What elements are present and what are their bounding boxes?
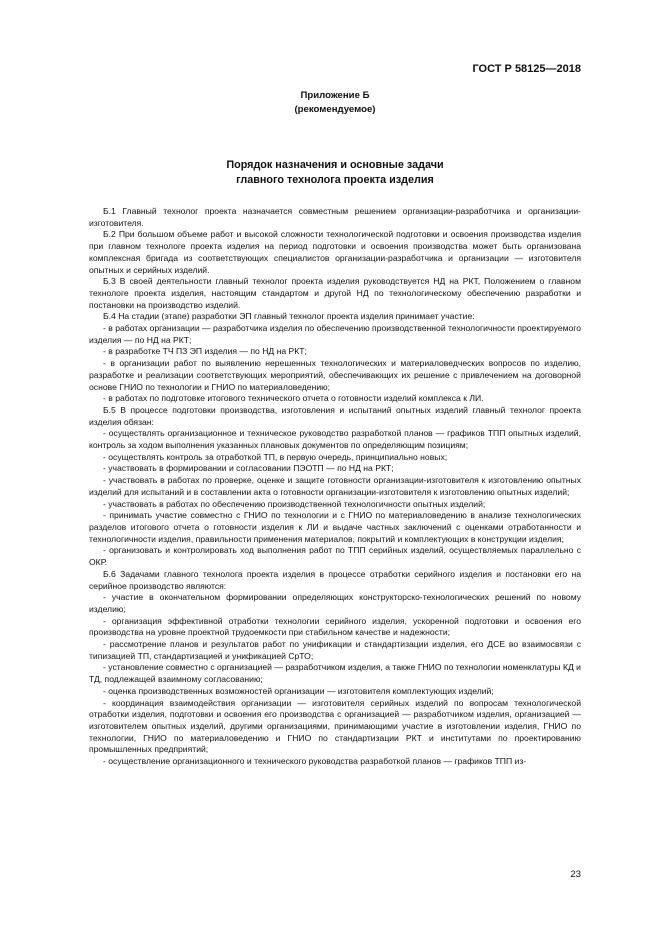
paragraph: Б.2 При большом объеме работ и высокой сложности технологической подготовки и освоения производства изделия при главном технологе проекта изделия на период подготовки и освоения производства может быть организована комплексная бригада из соответствующих специалистов организации-разработчика и организации — изготовителя опытных и серийных изделий. — [89, 229, 581, 275]
list-item: - участвовать в формировании и согласовании ПЭОТП — по НД на РКТ; — [103, 463, 394, 474]
section-title — [89, 158, 581, 188]
list-item: - организация эффективной отработки технологии серийного изделия, ускоренной подготовки и освоения его производства на уровне проектной трудоемкости при стабильном качестве и надежности; — [89, 615, 581, 638]
annex-heading — [89, 89, 581, 117]
paragraph: Б.1 Главный технолог проекта назначается совместным решением организации-разработчика и организации-изготовителя. — [89, 206, 581, 228]
list-item: - в разработке ТЧ ПЗ ЭП изделия — по НД на РКТ; — [103, 346, 307, 357]
list-item: - в работах организации — разработчика изделия по обеспечению производственной технологичности проектируемого изделия — по НД на РКТ; — [89, 323, 581, 345]
list-item: - установление совместно с организацией — разработчиком изделия, а также ГНИО по технологии номенклатуры КД и ТД, подлежащей взаимному согласованию; — [89, 662, 581, 685]
list-item: - осуществление организационного и технического руководства разработкой планов — графиков ТПП из- — [103, 756, 527, 767]
document-header: ГОСТ Р 58125—2018 — [472, 63, 581, 75]
list-item: - оценка производственных возможностей организации — изготовителя комплектующих изделий; — [103, 685, 494, 696]
section-title-line-1: Порядок назначения и основные задачи — [226, 159, 444, 171]
list-item: - координация взаимодействия организации — изготовителя серийных изделий по вопросам технологической отработки изделия, подготовки и освоения его производства с организацией — разработчиком изделия, организацией — изготовителем опытных изделий, другими организациями, принимающими участие в изготовлении изделия, ГНИО по технологии, ГНИО по материаловедению и ГНИО по стандартизации РКТ и институтами по проектированию промышленных предприятий; — [89, 697, 581, 755]
list-item: - организовать и контролировать ход выполнения работ по ТПП серийных изделий, осуществляемых параллельно с ОКР. — [89, 545, 581, 568]
section-title-line-2: главного технолога проекта изделия — [236, 174, 434, 186]
paragraph: Б.6 Задачами главного технолога проекта изделия в процессе отработки серийного изделия и постановки его на серийное производство являются: — [89, 568, 581, 591]
list-item: - участвовать в работах по проверке, оценке и защите готовности организации-изготовителя к изготовлению опытных изделий для испытаний и в составлении акта о готовности организации-изготовителя к изготовлению опытных изделий; — [89, 475, 581, 497]
list-item: - участвовать в работах по обеспечению производственной технологичности опытных изделий; — [103, 498, 486, 509]
list-item: - рассмотрение планов и результатов работ по унификации и стандартизации изделия, его ДСЕ во взаимосвязи с типизацией ТП, стандартизацией и унификацией СрТО; — [89, 639, 581, 661]
body-text — [89, 206, 581, 768]
list-item: - осуществлять контроль за отработкой ТП, в первую очередь, принципиально новых; — [103, 451, 448, 462]
list-item: - участие в окончательном формировании определяющих конструкторско-технологических решений по новому изделию; — [89, 592, 581, 614]
list-item: - в работах по подготовке итогового технического отчета о готовности изделий комплекса к ЛИ. — [103, 393, 484, 404]
list-item: - в организации работ по выявлению нерешенных технологических и материаловедческих вопросов по изделию, разработке и реализации соответствующих мероприятий, обеспечивающих их решение с привлечением на договорной основе ГНИО по технологии и ГНИО по материаловедению; — [89, 358, 581, 392]
list-item: - принимать участие совместно с ГНИО по технологии и с ГНИО по материаловедению в анализе технологических разделов итогового отчета о готовности изделия к ЛИ и выдаче частных заключений с оценками отработанности и технологичности изделия, правильности применения материалов, покрытий и комплектующих в конструкции изделия; — [89, 510, 581, 544]
list-item: - осуществлять организационное и техническое руководство разработкой планов — графиков ТПП опытных изделий, контроль за ходом выполнения указанных плановых документов по определяющим позициям; — [89, 428, 581, 451]
page-number: 23 — [570, 869, 581, 880]
paragraph: Б.4 На стадии (этапе) разработки ЭП главный технолог проекта изделия принимает участие: — [103, 311, 475, 322]
paragraph: Б.5 В процессе подготовки производства, изготовления и испытаний опытных изделий главный технолог проекта изделия обязан: — [89, 404, 581, 427]
paragraph: Б.3 В своей деятельности главный технолог проекта изделия руководствуется НД на РКТ, Положением о главном технологе проекта изделия, настоящим стандартом и другой НД по технологическому обеспечению разработки и постановки на производство изделий. — [89, 276, 581, 310]
annex-title: Приложение Б — [300, 90, 370, 101]
annex-subtitle: (рекомендуемое) — [294, 104, 376, 115]
